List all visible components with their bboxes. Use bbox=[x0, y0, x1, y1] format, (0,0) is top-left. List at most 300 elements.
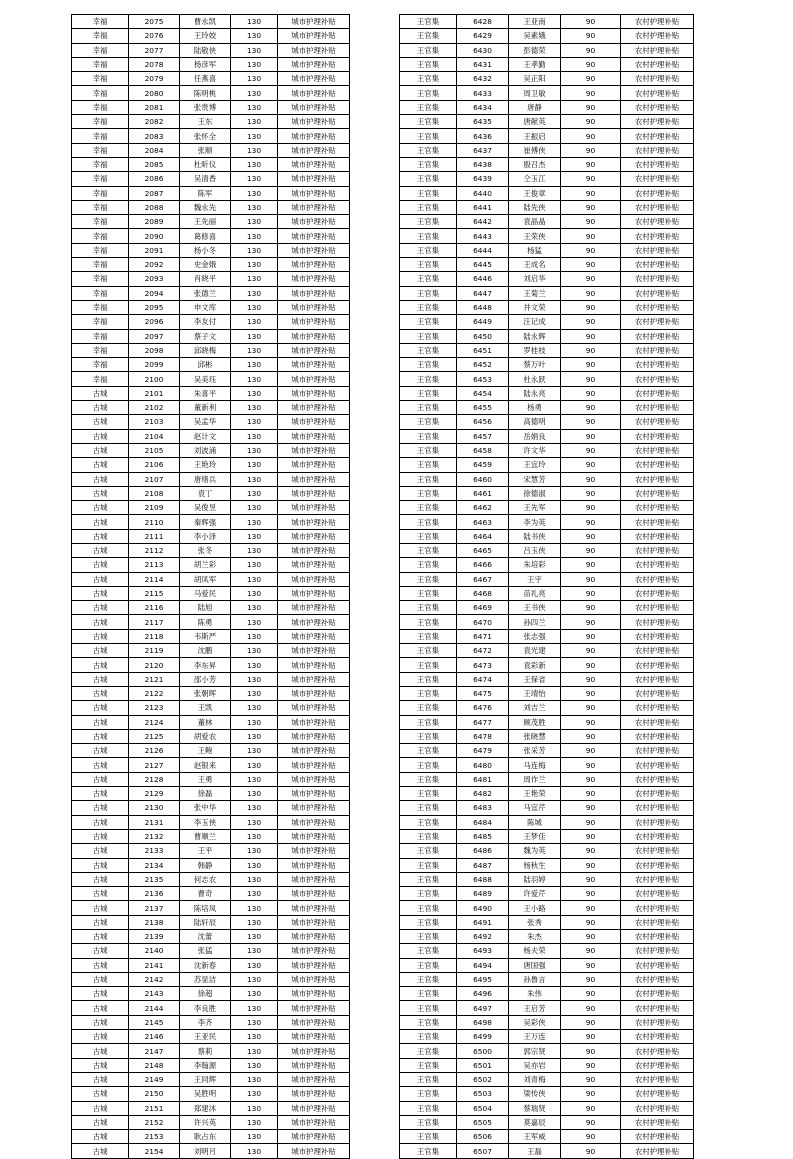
subsidy-type-cell: 农村护理补贴 bbox=[621, 572, 694, 586]
serial-number-cell: 2082 bbox=[129, 115, 180, 129]
amount-cell: 90 bbox=[561, 286, 621, 300]
region-cell: 古城 bbox=[72, 472, 129, 486]
region-cell: 古城 bbox=[72, 672, 129, 686]
amount-cell: 90 bbox=[561, 315, 621, 329]
subsidy-type-cell: 农村护理补贴 bbox=[621, 915, 694, 929]
region-cell: 幸福 bbox=[72, 229, 129, 243]
region-cell: 王官集 bbox=[400, 930, 457, 944]
subsidy-type-cell: 农村护理补贴 bbox=[621, 286, 694, 300]
serial-number-cell: 2095 bbox=[129, 300, 180, 314]
table-row bbox=[72, 1115, 350, 1129]
person-name-cell: 张秀 bbox=[509, 915, 561, 929]
person-name-cell: 马爱民 bbox=[180, 586, 231, 600]
person-name-cell: 陆先侠 bbox=[509, 200, 561, 214]
person-name-cell: 杨猛 bbox=[509, 243, 561, 257]
serial-number-cell: 2129 bbox=[129, 787, 180, 801]
subsidy-type-cell: 农村护理补贴 bbox=[621, 930, 694, 944]
person-name-cell: 杨夫荣 bbox=[509, 944, 561, 958]
amount-cell: 130 bbox=[231, 872, 278, 886]
person-name-cell: 王玲姣 bbox=[180, 29, 231, 43]
table-row bbox=[400, 987, 694, 1001]
amount-cell: 130 bbox=[231, 686, 278, 700]
subsidy-type-cell: 城市护理补贴 bbox=[278, 429, 350, 443]
region-cell: 古城 bbox=[72, 458, 129, 472]
table-row bbox=[72, 315, 350, 329]
table-row bbox=[72, 1058, 350, 1072]
person-name-cell: 蔡子文 bbox=[180, 329, 231, 343]
subsidy-type-cell: 农村护理补贴 bbox=[621, 443, 694, 457]
table-row bbox=[400, 901, 694, 915]
serial-number-cell: 2136 bbox=[129, 887, 180, 901]
table-row bbox=[72, 944, 350, 958]
serial-number-cell: 6469 bbox=[457, 601, 509, 615]
region-cell: 幸福 bbox=[72, 143, 129, 157]
person-name-cell: 王保省 bbox=[509, 672, 561, 686]
table-row bbox=[72, 486, 350, 500]
serial-number-cell: 2122 bbox=[129, 686, 180, 700]
person-name-cell: 曹顺兰 bbox=[180, 829, 231, 843]
subsidy-type-cell: 农村护理补贴 bbox=[621, 143, 694, 157]
amount-cell: 90 bbox=[561, 1030, 621, 1044]
amount-cell: 90 bbox=[561, 386, 621, 400]
person-name-cell: 杨秋生 bbox=[509, 858, 561, 872]
subsidy-type-cell: 城市护理补贴 bbox=[278, 172, 350, 186]
subsidy-type-cell: 城市护理补贴 bbox=[278, 887, 350, 901]
table-row bbox=[72, 872, 350, 886]
person-name-cell: 王凯 bbox=[180, 701, 231, 715]
person-name-cell: 岳娟良 bbox=[509, 429, 561, 443]
subsidy-type-cell: 农村护理补贴 bbox=[621, 615, 694, 629]
amount-cell: 130 bbox=[231, 1044, 278, 1058]
region-cell: 王官集 bbox=[400, 958, 457, 972]
amount-cell: 90 bbox=[561, 729, 621, 743]
subsidy-type-cell: 农村护理补贴 bbox=[621, 401, 694, 415]
region-cell: 王官集 bbox=[400, 543, 457, 557]
serial-number-cell: 6468 bbox=[457, 586, 509, 600]
region-cell: 王官集 bbox=[400, 315, 457, 329]
table-row bbox=[400, 57, 694, 71]
amount-cell: 130 bbox=[231, 29, 278, 43]
region-cell: 王官集 bbox=[400, 29, 457, 43]
serial-number-cell: 6461 bbox=[457, 486, 509, 500]
region-cell: 王官集 bbox=[400, 1115, 457, 1129]
serial-number-cell: 6478 bbox=[457, 729, 509, 743]
subsidy-type-cell: 城市护理补贴 bbox=[278, 401, 350, 415]
table-row bbox=[400, 815, 694, 829]
subsidy-type-cell: 农村护理补贴 bbox=[621, 157, 694, 171]
region-cell: 幸福 bbox=[72, 15, 129, 29]
table-row bbox=[400, 157, 694, 171]
region-cell: 王官集 bbox=[400, 501, 457, 515]
subsidy-type-cell: 城市护理补贴 bbox=[278, 315, 350, 329]
table-row bbox=[400, 529, 694, 543]
region-cell: 王官集 bbox=[400, 415, 457, 429]
subsidy-type-cell: 农村护理补贴 bbox=[621, 358, 694, 372]
table-row bbox=[400, 1115, 694, 1129]
subsidy-type-cell: 城市护理补贴 bbox=[278, 744, 350, 758]
serial-number-cell: 2110 bbox=[129, 515, 180, 529]
table-row bbox=[400, 258, 694, 272]
serial-number-cell: 6435 bbox=[457, 115, 509, 129]
table-row bbox=[400, 72, 694, 86]
subsidy-type-cell: 农村护理补贴 bbox=[621, 686, 694, 700]
region-cell: 王官集 bbox=[400, 629, 457, 643]
table-row bbox=[72, 829, 350, 843]
region-cell: 王官集 bbox=[400, 672, 457, 686]
region-cell: 王官集 bbox=[400, 343, 457, 357]
serial-number-cell: 6429 bbox=[457, 29, 509, 43]
region-cell: 古城 bbox=[72, 715, 129, 729]
subsidy-type-cell: 城市护理补贴 bbox=[278, 1115, 350, 1129]
person-name-cell: 陆永辉 bbox=[509, 329, 561, 343]
serial-number-cell: 6450 bbox=[457, 329, 509, 343]
person-name-cell: 王同辉 bbox=[180, 1072, 231, 1086]
amount-cell: 90 bbox=[561, 686, 621, 700]
amount-cell: 90 bbox=[561, 515, 621, 529]
region-cell: 古城 bbox=[72, 1044, 129, 1058]
region-cell: 王官集 bbox=[400, 658, 457, 672]
amount-cell: 130 bbox=[231, 1087, 278, 1101]
person-name-cell: 朱喜平 bbox=[180, 386, 231, 400]
subsidy-type-cell: 农村护理补贴 bbox=[621, 772, 694, 786]
serial-number-cell: 2139 bbox=[129, 930, 180, 944]
region-cell: 王官集 bbox=[400, 772, 457, 786]
amount-cell: 130 bbox=[231, 1058, 278, 1072]
table-row bbox=[400, 1130, 694, 1144]
subsidy-type-cell: 城市护理补贴 bbox=[278, 72, 350, 86]
serial-number-cell: 2135 bbox=[129, 872, 180, 886]
table-row bbox=[72, 701, 350, 715]
amount-cell: 130 bbox=[231, 157, 278, 171]
region-cell: 王官集 bbox=[400, 401, 457, 415]
table-row bbox=[400, 1087, 694, 1101]
table-row bbox=[400, 458, 694, 472]
person-name-cell: 邱晓梅 bbox=[180, 343, 231, 357]
serial-number-cell: 6481 bbox=[457, 772, 509, 786]
serial-number-cell: 6499 bbox=[457, 1030, 509, 1044]
person-name-cell: 吴胜明 bbox=[180, 1087, 231, 1101]
subsidy-type-cell: 城市护理补贴 bbox=[278, 558, 350, 572]
serial-number-cell: 6500 bbox=[457, 1044, 509, 1058]
serial-number-cell: 2085 bbox=[129, 157, 180, 171]
person-name-cell: 蔡万叶 bbox=[509, 358, 561, 372]
serial-number-cell: 2076 bbox=[129, 29, 180, 43]
table-row bbox=[400, 801, 694, 815]
region-cell: 王官集 bbox=[400, 358, 457, 372]
table-row bbox=[400, 215, 694, 229]
region-cell: 王官集 bbox=[400, 1087, 457, 1101]
person-name-cell: 刘明月 bbox=[180, 1144, 231, 1158]
serial-number-cell: 2121 bbox=[129, 672, 180, 686]
person-name-cell: 王梦佳 bbox=[509, 829, 561, 843]
person-name-cell: 王靖怡 bbox=[509, 686, 561, 700]
table-row bbox=[400, 86, 694, 100]
person-name-cell: 王俊章 bbox=[509, 186, 561, 200]
serial-number-cell: 2094 bbox=[129, 286, 180, 300]
serial-number-cell: 2146 bbox=[129, 1030, 180, 1044]
table-row bbox=[400, 401, 694, 415]
serial-number-cell: 6430 bbox=[457, 43, 509, 57]
serial-number-cell: 2123 bbox=[129, 701, 180, 715]
region-cell: 幸福 bbox=[72, 272, 129, 286]
subsidy-type-cell: 农村护理补贴 bbox=[621, 729, 694, 743]
region-cell: 幸福 bbox=[72, 200, 129, 214]
serial-number-cell: 2124 bbox=[129, 715, 180, 729]
amount-cell: 130 bbox=[231, 658, 278, 672]
person-name-cell: 邵小芳 bbox=[180, 672, 231, 686]
region-cell: 王官集 bbox=[400, 744, 457, 758]
serial-number-cell: 2125 bbox=[129, 729, 180, 743]
amount-cell: 130 bbox=[231, 529, 278, 543]
table-row bbox=[400, 629, 694, 643]
subsidy-type-cell: 城市护理补贴 bbox=[278, 200, 350, 214]
subsidy-type-cell: 农村护理补贴 bbox=[621, 858, 694, 872]
subsidy-type-cell: 城市护理补贴 bbox=[278, 1101, 350, 1115]
subsidy-type-cell: 城市护理补贴 bbox=[278, 658, 350, 672]
serial-number-cell: 2152 bbox=[129, 1115, 180, 1129]
amount-cell: 90 bbox=[561, 987, 621, 1001]
region-cell: 古城 bbox=[72, 915, 129, 929]
amount-cell: 90 bbox=[561, 744, 621, 758]
amount-cell: 130 bbox=[231, 1115, 278, 1129]
subsidy-type-cell: 城市护理补贴 bbox=[278, 129, 350, 143]
amount-cell: 130 bbox=[231, 86, 278, 100]
subsidy-type-cell: 城市护理补贴 bbox=[278, 930, 350, 944]
serial-number-cell: 6489 bbox=[457, 887, 509, 901]
serial-number-cell: 6444 bbox=[457, 243, 509, 257]
amount-cell: 90 bbox=[561, 472, 621, 486]
serial-number-cell: 6428 bbox=[457, 15, 509, 29]
region-cell: 幸福 bbox=[72, 243, 129, 257]
amount-cell: 90 bbox=[561, 300, 621, 314]
serial-number-cell: 2084 bbox=[129, 143, 180, 157]
serial-number-cell: 2131 bbox=[129, 815, 180, 829]
table-row bbox=[72, 787, 350, 801]
amount-cell: 130 bbox=[231, 787, 278, 801]
serial-number-cell: 2106 bbox=[129, 458, 180, 472]
amount-cell: 90 bbox=[561, 944, 621, 958]
subsidy-type-cell: 城市护理补贴 bbox=[278, 715, 350, 729]
serial-number-cell: 2141 bbox=[129, 958, 180, 972]
region-cell: 古城 bbox=[72, 429, 129, 443]
subsidy-type-cell: 农村护理补贴 bbox=[621, 987, 694, 1001]
table-row bbox=[400, 586, 694, 600]
serial-number-cell: 2145 bbox=[129, 1015, 180, 1029]
amount-cell: 90 bbox=[561, 358, 621, 372]
subsidy-type-cell: 城市护理补贴 bbox=[278, 844, 350, 858]
serial-number-cell: 2081 bbox=[129, 100, 180, 114]
person-name-cell: 吴正阳 bbox=[509, 72, 561, 86]
serial-number-cell: 2151 bbox=[129, 1101, 180, 1115]
serial-number-cell: 2087 bbox=[129, 186, 180, 200]
person-name-cell: 陈城 bbox=[509, 815, 561, 829]
region-cell: 古城 bbox=[72, 815, 129, 829]
subsidy-type-cell: 农村护理补贴 bbox=[621, 429, 694, 443]
table-row bbox=[72, 386, 350, 400]
region-cell: 古城 bbox=[72, 844, 129, 858]
subsidy-type-cell: 城市护理补贴 bbox=[278, 15, 350, 29]
amount-cell: 130 bbox=[231, 329, 278, 343]
serial-number-cell: 6490 bbox=[457, 901, 509, 915]
table-row bbox=[72, 515, 350, 529]
amount-cell: 90 bbox=[561, 672, 621, 686]
subsidy-type-cell: 城市护理补贴 bbox=[278, 215, 350, 229]
table-row bbox=[72, 1044, 350, 1058]
subsidy-type-cell: 城市护理补贴 bbox=[278, 829, 350, 843]
person-name-cell: 张采芳 bbox=[509, 744, 561, 758]
person-name-cell: 吴孟华 bbox=[180, 415, 231, 429]
subsidy-type-cell: 城市护理补贴 bbox=[278, 300, 350, 314]
region-cell: 王官集 bbox=[400, 686, 457, 700]
serial-number-cell: 6448 bbox=[457, 300, 509, 314]
table-row bbox=[400, 1058, 694, 1072]
amount-cell: 130 bbox=[231, 1101, 278, 1115]
amount-cell: 130 bbox=[231, 386, 278, 400]
table-row bbox=[72, 200, 350, 214]
table-row bbox=[72, 472, 350, 486]
table-row bbox=[72, 887, 350, 901]
table-row bbox=[400, 615, 694, 629]
table-row bbox=[72, 86, 350, 100]
subsidy-type-cell: 城市护理补贴 bbox=[278, 672, 350, 686]
serial-number-cell: 6445 bbox=[457, 258, 509, 272]
amount-cell: 130 bbox=[231, 744, 278, 758]
subsidy-type-cell: 城市护理补贴 bbox=[278, 472, 350, 486]
serial-number-cell: 2108 bbox=[129, 486, 180, 500]
serial-number-cell: 6471 bbox=[457, 629, 509, 643]
person-name-cell: 陆书侠 bbox=[509, 529, 561, 543]
amount-cell: 90 bbox=[561, 143, 621, 157]
region-cell: 王官集 bbox=[400, 972, 457, 986]
region-cell: 王官集 bbox=[400, 1058, 457, 1072]
serial-number-cell: 2142 bbox=[129, 972, 180, 986]
serial-number-cell: 2109 bbox=[129, 501, 180, 515]
amount-cell: 130 bbox=[231, 458, 278, 472]
amount-cell: 130 bbox=[231, 644, 278, 658]
table-row bbox=[400, 1015, 694, 1029]
person-name-cell: 魏永先 bbox=[180, 200, 231, 214]
subsidy-type-cell: 农村护理补贴 bbox=[621, 343, 694, 357]
serial-number-cell: 6439 bbox=[457, 172, 509, 186]
region-cell: 王官集 bbox=[400, 558, 457, 572]
region-cell: 古城 bbox=[72, 829, 129, 843]
person-name-cell: 蔡莉 bbox=[180, 1044, 231, 1058]
subsidy-type-cell: 城市护理补贴 bbox=[278, 987, 350, 1001]
amount-cell: 90 bbox=[561, 343, 621, 357]
table-row bbox=[72, 501, 350, 515]
person-name-cell: 朱培彩 bbox=[509, 558, 561, 572]
subsidy-type-cell: 城市护理补贴 bbox=[278, 1015, 350, 1029]
amount-cell: 90 bbox=[561, 15, 621, 29]
person-name-cell: 王磊 bbox=[509, 1144, 561, 1158]
person-name-cell: 殷召杰 bbox=[509, 157, 561, 171]
person-name-cell: 杨彦军 bbox=[180, 57, 231, 71]
serial-number-cell: 6505 bbox=[457, 1115, 509, 1129]
amount-cell: 90 bbox=[561, 601, 621, 615]
region-cell: 王官集 bbox=[400, 72, 457, 86]
serial-number-cell: 6483 bbox=[457, 801, 509, 815]
person-name-cell: 王小路 bbox=[509, 901, 561, 915]
person-name-cell: 史金娥 bbox=[180, 258, 231, 272]
serial-number-cell: 2127 bbox=[129, 758, 180, 772]
person-name-cell: 陆轩辰 bbox=[180, 915, 231, 929]
table-row bbox=[72, 658, 350, 672]
person-name-cell: 胡兰彩 bbox=[180, 558, 231, 572]
serial-number-cell: 6480 bbox=[457, 758, 509, 772]
region-cell: 王官集 bbox=[400, 1001, 457, 1015]
subsidy-type-cell: 城市护理补贴 bbox=[278, 601, 350, 615]
person-name-cell: 袁光建 bbox=[509, 644, 561, 658]
serial-number-cell: 2107 bbox=[129, 472, 180, 486]
person-name-cell: 张顺 bbox=[180, 143, 231, 157]
amount-cell: 90 bbox=[561, 958, 621, 972]
region-cell: 幸福 bbox=[72, 129, 129, 143]
serial-number-cell: 6452 bbox=[457, 358, 509, 372]
table-row bbox=[400, 887, 694, 901]
person-name-cell: 李良胜 bbox=[180, 1001, 231, 1015]
person-name-cell: 赵计文 bbox=[180, 429, 231, 443]
person-name-cell: 张德兰 bbox=[180, 286, 231, 300]
region-cell: 古城 bbox=[72, 1072, 129, 1086]
amount-cell: 130 bbox=[231, 372, 278, 386]
amount-cell: 90 bbox=[561, 787, 621, 801]
subsidy-type-cell: 农村护理补贴 bbox=[621, 501, 694, 515]
subsidy-type-cell: 城市护理补贴 bbox=[278, 186, 350, 200]
amount-cell: 90 bbox=[561, 72, 621, 86]
subsidy-type-cell: 农村护理补贴 bbox=[621, 1058, 694, 1072]
subsidy-type-cell: 农村护理补贴 bbox=[621, 272, 694, 286]
subsidy-type-cell: 农村护理补贴 bbox=[621, 472, 694, 486]
person-name-cell: 崔傅侠 bbox=[509, 143, 561, 157]
amount-cell: 130 bbox=[231, 715, 278, 729]
serial-number-cell: 6466 bbox=[457, 558, 509, 572]
region-cell: 王官集 bbox=[400, 129, 457, 143]
person-name-cell: 徐德淑 bbox=[509, 486, 561, 500]
region-cell: 王官集 bbox=[400, 1030, 457, 1044]
table-row bbox=[400, 501, 694, 515]
table-row bbox=[400, 515, 694, 529]
person-name-cell: 孙鲁言 bbox=[509, 972, 561, 986]
table-row bbox=[400, 129, 694, 143]
serial-number-cell: 6488 bbox=[457, 872, 509, 886]
subsidy-type-cell: 农村护理补贴 bbox=[621, 172, 694, 186]
person-name-cell: 董新利 bbox=[180, 401, 231, 415]
amount-cell: 130 bbox=[231, 129, 278, 143]
person-name-cell: 王荣侠 bbox=[509, 229, 561, 243]
subsidy-type-cell: 农村护理补贴 bbox=[621, 1144, 694, 1158]
amount-cell: 90 bbox=[561, 43, 621, 57]
region-cell: 古城 bbox=[72, 1087, 129, 1101]
person-name-cell: 任燕喜 bbox=[180, 72, 231, 86]
table-row bbox=[400, 701, 694, 715]
region-cell: 王官集 bbox=[400, 901, 457, 915]
subsidy-type-cell: 城市护理补贴 bbox=[278, 57, 350, 71]
amount-cell: 90 bbox=[561, 1130, 621, 1144]
subsidy-type-cell: 农村护理补贴 bbox=[621, 715, 694, 729]
region-cell: 幸福 bbox=[72, 57, 129, 71]
person-name-cell: 韦斯严 bbox=[180, 629, 231, 643]
subsidy-type-cell: 农村护理补贴 bbox=[621, 1087, 694, 1101]
person-name-cell: 李玉侠 bbox=[180, 815, 231, 829]
person-name-cell: 吴素娥 bbox=[509, 29, 561, 43]
subsidy-type-cell: 城市护理补贴 bbox=[278, 629, 350, 643]
amount-cell: 90 bbox=[561, 644, 621, 658]
region-cell: 王官集 bbox=[400, 729, 457, 743]
subsidy-type-cell: 农村护理补贴 bbox=[621, 944, 694, 958]
table-row bbox=[72, 715, 350, 729]
subsidy-type-cell: 农村护理补贴 bbox=[621, 887, 694, 901]
person-name-cell: 肖晓平 bbox=[180, 272, 231, 286]
